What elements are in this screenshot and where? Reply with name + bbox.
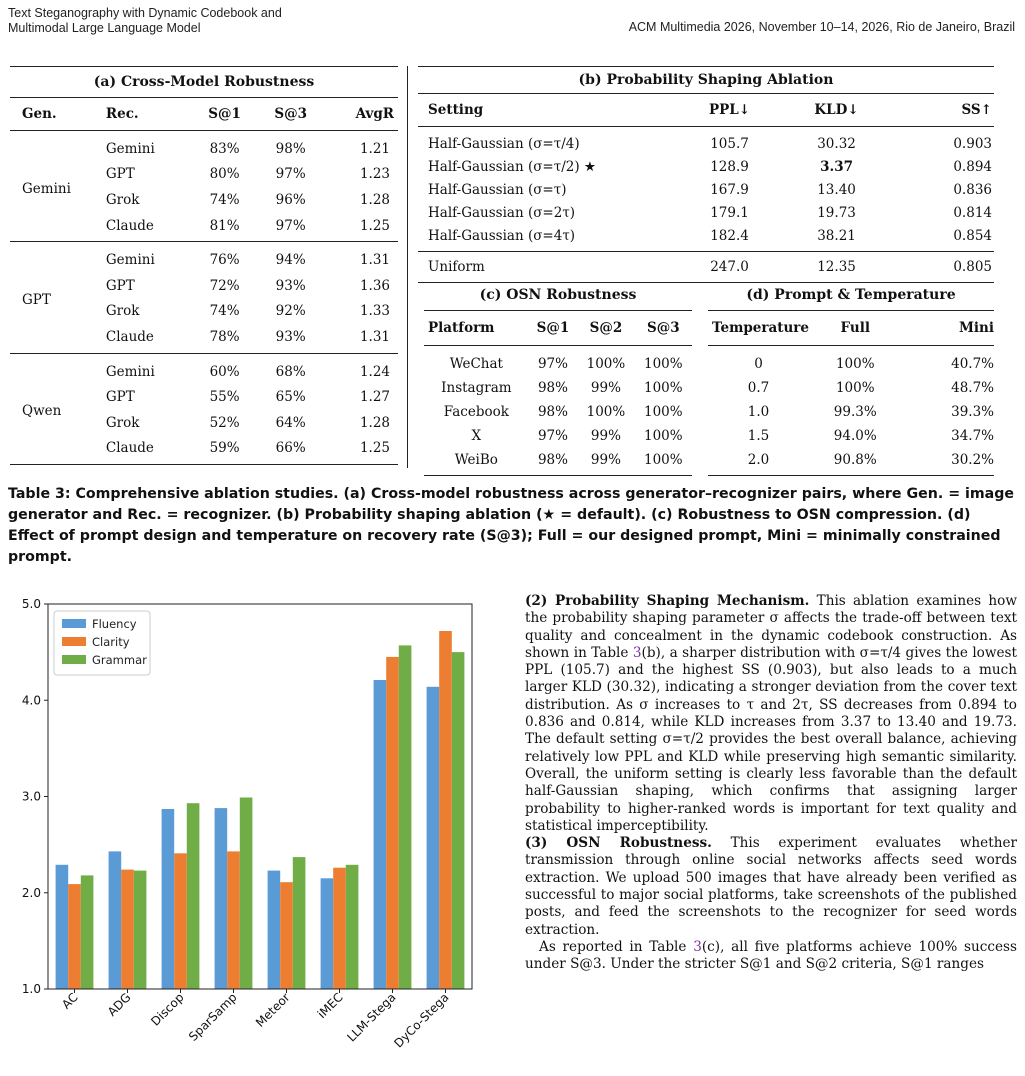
body-text	[525, 593, 1017, 974]
table-cell: 100%	[835, 380, 875, 396]
paragraph-text: As reported in Table	[539, 938, 694, 955]
table-cell: 78%	[192, 324, 258, 353]
table-cell: 0.894	[953, 158, 992, 175]
table-cell: GPT	[105, 389, 135, 406]
table-cell: 52%	[209, 414, 240, 431]
table-cell: 1.28	[359, 191, 390, 208]
table-b-header: KLD↓	[781, 94, 892, 127]
table-cell: 1.23	[359, 166, 390, 183]
table-cell: 74%	[209, 191, 240, 208]
table-row	[708, 424, 994, 448]
table-cell: 92%	[275, 303, 306, 320]
table-cell: Half-Gaussian (σ=τ)	[428, 181, 567, 198]
table-cell: 94%	[275, 252, 306, 269]
x-tick-label: iMEC	[314, 990, 346, 1022]
table-cell: 34.7%	[951, 428, 994, 444]
bar-clarity-dyco-stega	[439, 631, 452, 989]
legend-label: Fluency	[92, 617, 137, 631]
table-cell: 81%	[192, 213, 258, 242]
legend-swatch	[62, 655, 86, 664]
table-row	[418, 201, 994, 224]
table-cell: 99%	[590, 428, 621, 444]
y-tick-label: 4.0	[21, 693, 41, 708]
table-cross-model-robustness	[10, 66, 398, 465]
bar-fluency-meteor	[268, 871, 281, 989]
table-cell: 100%	[586, 404, 626, 420]
y-tick-label: 2.0	[21, 885, 41, 900]
table-a-header: S@1	[192, 98, 258, 131]
bar-chart	[0, 592, 500, 1074]
table-c-header: S@2	[577, 311, 634, 346]
paragraph-heading: (3) OSN Robustness.	[525, 835, 712, 852]
table-cell: Claude	[106, 213, 192, 242]
table-cell: Half-Gaussian (σ=τ/4)	[428, 135, 580, 152]
y-tick-label: 1.0	[21, 982, 41, 996]
table-cell: 105.7	[710, 135, 749, 152]
table-a-header: Rec.	[106, 98, 192, 131]
paragraph-heading: (2) Probability Shaping Mechanism.	[525, 593, 810, 609]
table-d-body	[708, 346, 994, 476]
table-cell: WeChat	[449, 356, 503, 372]
table-cell: 100%	[643, 356, 683, 372]
bar-clarity-meteor	[280, 882, 293, 989]
bar-clarity-imec	[333, 868, 346, 989]
x-tick-label: LLM-Stega	[344, 990, 399, 1045]
paragraph-osn-results	[525, 939, 1017, 974]
table-c-header: S@3	[635, 311, 692, 346]
table-cell: 48.7%	[951, 380, 994, 396]
table-cell: 40.7%	[951, 356, 994, 372]
paragraph-text: This experiment evaluates whether transmission through online social networks affects seed words extraction. We upload 500 images that have already been verified as successful to major social platforms, take screenshots of the published posts, and feed the screenshots to the recognizer for seed words extraction.	[525, 835, 1017, 938]
table-cell: 1.36	[359, 277, 390, 294]
bar-fluency-ac	[56, 865, 69, 989]
table-caption: Table 3: Comprehensive ablation studies. (a) Cross-model robustness across generator–recognizer pairs, where Gen. = image generator and Rec. = recognizer. (b) Probability shaping ablation (★ = default). (c) Robustness to OSN compression. (d) Effect of prompt design and temperature on recovery rate (S@3); Full = our designed prompt, Mini = minimally constrained prompt.	[8, 486, 1015, 565]
table-cell: 3.37	[820, 158, 853, 175]
table-cell: 94.0%	[833, 428, 877, 444]
bar-clarity-ac	[68, 884, 81, 989]
table-a-header: S@3	[258, 98, 324, 131]
table-row	[418, 224, 994, 252]
table-cell: 0.814	[953, 204, 992, 221]
table-c-caption: (c) OSN Robustness	[424, 280, 692, 311]
bar-fluency-discop	[162, 809, 175, 989]
table-cell: 98%	[537, 404, 568, 420]
table-probability-shaping-ablation	[418, 66, 994, 283]
table-cell: 38.21	[781, 224, 892, 252]
table-cell: 68%	[275, 363, 306, 380]
table-cell: GPT	[105, 277, 135, 294]
x-tick-label: SparSamp	[186, 990, 240, 1044]
table-cell: Grok	[105, 303, 140, 320]
paragraph-text: This ablation examines how the probability shaping parameter σ affects the trade-off between text quality and concealment in the dynamic codebook construction. As shown in Table	[525, 593, 1017, 661]
table-cell: 1.25	[324, 436, 398, 465]
generator-cell: Gemini	[10, 131, 106, 242]
table-cell: Facebook	[443, 404, 509, 420]
table-cell: Gemini	[105, 252, 155, 269]
table-row	[424, 346, 692, 377]
legend-swatch	[62, 637, 86, 646]
bar-clarity-sparsamp	[227, 851, 240, 989]
bar-fluency-sparsamp	[215, 808, 228, 989]
table-cell: 2.0	[708, 448, 809, 476]
table-cell: 99%	[590, 380, 621, 396]
table-cell: 1.27	[359, 389, 390, 406]
bar-fluency-adg	[109, 851, 122, 989]
table-cell: 100%	[835, 356, 875, 372]
table-row	[418, 252, 994, 283]
running-header-title	[8, 6, 282, 36]
bar-grammar-sparsamp	[240, 798, 253, 990]
table-cell: Half-Gaussian (σ=4τ)	[418, 224, 678, 252]
table-row	[418, 127, 994, 156]
table-row	[708, 376, 994, 400]
table-cell: Claude	[106, 324, 192, 353]
table-cell: 100%	[643, 404, 683, 420]
table-row	[424, 376, 692, 400]
table-cell: 66%	[258, 436, 324, 465]
bar-grammar-meteor	[293, 857, 306, 989]
table-row	[418, 155, 994, 178]
table-cell: 93%	[258, 324, 324, 353]
table-cell: 96%	[275, 191, 306, 208]
paragraph-text: (b), a sharper distribution with σ=τ/4 gives the lowest PPL (105.7) and the highest SS (0.903), but also leads to a much larger KLD (30.32), indicating a stronger deviation from the cover text distribution. As σ increases to τ and 2τ, SS decreases from 0.894 to 0.836 and 0.814, while KLD increases from 3.37 to 13.40 and 19.73. The default setting σ=τ/2 provides the best overall balance, achieving relatively low PPL and KLD while preserving high semantic similarity. Overall, the uniform setting is clearly less favorable than the default half-Gaussian shaping, which confirms that assigning larger probability to higher-ranked words is important for text quality and statistical imperceptibility.	[525, 644, 1017, 834]
bar-clarity-discop	[174, 853, 187, 989]
table-cell: Grok	[105, 191, 140, 208]
table-d-caption: (d) Prompt & Temperature	[708, 280, 994, 311]
table-d-header: Mini	[901, 311, 994, 346]
table-cell: 99%	[577, 448, 634, 476]
table-b-header: Setting	[418, 94, 678, 127]
table-cell: Half-Gaussian (σ=2τ)	[428, 204, 576, 221]
table-d-header: Temperature	[708, 311, 809, 346]
table-a-header: Gen.	[10, 98, 106, 131]
table-cell: 100%	[586, 356, 626, 372]
table-d-header: Full	[809, 311, 901, 346]
table-cell: 0.854	[892, 224, 994, 252]
table-cell: WeiBo	[424, 448, 529, 476]
bar-fluency-dyco-stega	[427, 687, 440, 989]
bar-fluency-llm-stega	[374, 680, 387, 989]
generator-cell: Qwen	[10, 353, 106, 464]
table-cell: 97%	[275, 166, 306, 183]
table-cell: 74%	[209, 303, 240, 320]
table-cell: 1.31	[359, 252, 390, 269]
table-cell: 0.836	[953, 181, 992, 198]
table-cell: 0.7	[747, 380, 770, 396]
table-row	[708, 448, 994, 476]
bar-grammar-discop	[187, 803, 200, 989]
table-cell: 99.3%	[833, 404, 877, 420]
bar-grammar-dyco-stega	[452, 652, 465, 989]
table-cell: 64%	[275, 414, 306, 431]
table-cell: 30.2%	[901, 448, 994, 476]
table-a-body	[10, 131, 398, 465]
table-cell: 39.3%	[951, 404, 994, 420]
table-cell: 1.33	[359, 303, 390, 320]
paragraph-text: (c), all five platforms achieve 100% success under S@3. Under the stricter S@1 and S@2 criteria, S@1 ranges	[525, 938, 1017, 973]
table-cell: 60%	[209, 363, 240, 380]
table-cell: 12.35	[781, 252, 892, 283]
table-cell: 55%	[209, 389, 240, 406]
header-line-1: Text Steganography with Dynamic Codebook and	[8, 6, 282, 20]
legend-label: Grammar	[92, 653, 147, 667]
bar-grammar-ac	[81, 875, 94, 989]
table-cell: 167.9	[710, 181, 749, 198]
table-cell: X	[471, 428, 482, 444]
table-cell: 13.40	[817, 181, 856, 198]
table-cell: 0.805	[892, 252, 994, 283]
table-cell: 98%	[275, 140, 306, 157]
bar-grammar-imec	[346, 865, 359, 989]
x-tick-label: Meteor	[252, 990, 293, 1030]
table-cell: 98%	[529, 448, 578, 476]
paragraph-osn-robustness	[525, 835, 1017, 939]
table-cell: Gemini	[105, 140, 155, 157]
table-cell: Gemini	[105, 363, 155, 380]
table-osn-robustness	[424, 280, 692, 476]
generator-cell: GPT	[10, 242, 106, 353]
table-cell: 1.31	[324, 324, 398, 353]
table-cell: 76%	[209, 252, 240, 269]
table-cell: 1.28	[359, 414, 390, 431]
table-c-header: Platform	[424, 311, 529, 346]
table-c-header: S@1	[529, 311, 578, 346]
table-a-caption: (a) Cross-Model Robustness	[10, 67, 398, 98]
table-cell: 0	[754, 356, 763, 372]
table-cell: 97%	[537, 428, 568, 444]
header-line-2: Multimodal Large Language Model	[8, 21, 201, 35]
table-b-header: PPL↓	[678, 94, 781, 127]
table-cell: 65%	[275, 389, 306, 406]
table-cell: 97%	[258, 213, 324, 242]
table-row	[424, 448, 692, 476]
y-tick-label: 5.0	[21, 597, 41, 611]
table-cell: 1.5	[747, 428, 770, 444]
table-cell: Grok	[105, 414, 140, 431]
table-cell: 1.24	[359, 363, 390, 380]
table-cell: 247.0	[678, 252, 781, 283]
bar-clarity-adg	[121, 870, 134, 989]
table-cell: 100%	[643, 428, 683, 444]
table-cell: 90.8%	[809, 448, 901, 476]
table-row	[424, 400, 692, 424]
table-cell: 72%	[209, 277, 240, 294]
running-header-venue: ACM Multimedia 2026, November 10–14, 2026, Rio de Janeiro, Brazil	[628, 20, 1015, 34]
table-row	[708, 400, 994, 424]
table-row	[10, 131, 398, 162]
x-tick-label: ADG	[104, 990, 134, 1020]
bar-clarity-llm-stega	[386, 657, 399, 989]
bar-grammar-llm-stega	[399, 645, 412, 989]
table-row	[424, 424, 692, 448]
table-prompt-temperature	[708, 280, 994, 476]
table-c-body	[424, 346, 692, 476]
table-row	[10, 353, 398, 384]
table-cell: 59%	[192, 436, 258, 465]
table-b-body	[418, 127, 994, 252]
x-tick-label: AC	[59, 990, 81, 1012]
table-cell: 128.9	[710, 158, 749, 175]
table-cell: 30.32	[817, 135, 856, 152]
table-cell: Instagram	[441, 380, 512, 396]
table-row	[418, 178, 994, 201]
table-cell: Uniform	[418, 252, 678, 283]
table-reference-link[interactable]: 3	[632, 644, 642, 661]
table-b-caption: (b) Probability Shaping Ablation	[418, 67, 994, 94]
table-cell: Claude	[106, 436, 192, 465]
table-cell: 19.73	[817, 204, 856, 221]
x-tick-label: DyCo-Stega	[391, 990, 452, 1051]
table-reference-link[interactable]: 3	[693, 938, 702, 955]
bar-grammar-adg	[134, 871, 147, 989]
x-tick-label: Discop	[148, 990, 187, 1029]
table-cell: 0.903	[953, 135, 992, 152]
y-tick-label: 3.0	[21, 789, 41, 804]
table-cell: 1.25	[324, 213, 398, 242]
table-cell: 100%	[635, 448, 692, 476]
table-cell: 100%	[643, 380, 683, 396]
legend-swatch	[62, 619, 86, 628]
table-a-header: AvgR	[324, 98, 398, 131]
table-cell: 1.21	[359, 140, 390, 157]
table-cell: 80%	[209, 166, 240, 183]
table-cell: 97%	[537, 356, 568, 372]
table-cell: 179.1	[710, 204, 749, 221]
table-b-header: SS↑	[892, 94, 994, 127]
table-cell: 83%	[209, 140, 240, 157]
bar-fluency-imec	[321, 878, 334, 989]
table-cell: 182.4	[678, 224, 781, 252]
table-cell: 1.0	[747, 404, 770, 420]
table-cell: 93%	[275, 277, 306, 294]
table-cell: Half-Gaussian (σ=τ/2) ★	[428, 158, 597, 175]
table-divider	[407, 66, 408, 468]
table-row	[10, 242, 398, 273]
table-row	[708, 346, 994, 377]
paragraph-probability-shaping	[525, 593, 1017, 835]
legend-label: Clarity	[92, 635, 130, 649]
table-cell: GPT	[105, 166, 135, 183]
table-cell: 98%	[537, 380, 568, 396]
